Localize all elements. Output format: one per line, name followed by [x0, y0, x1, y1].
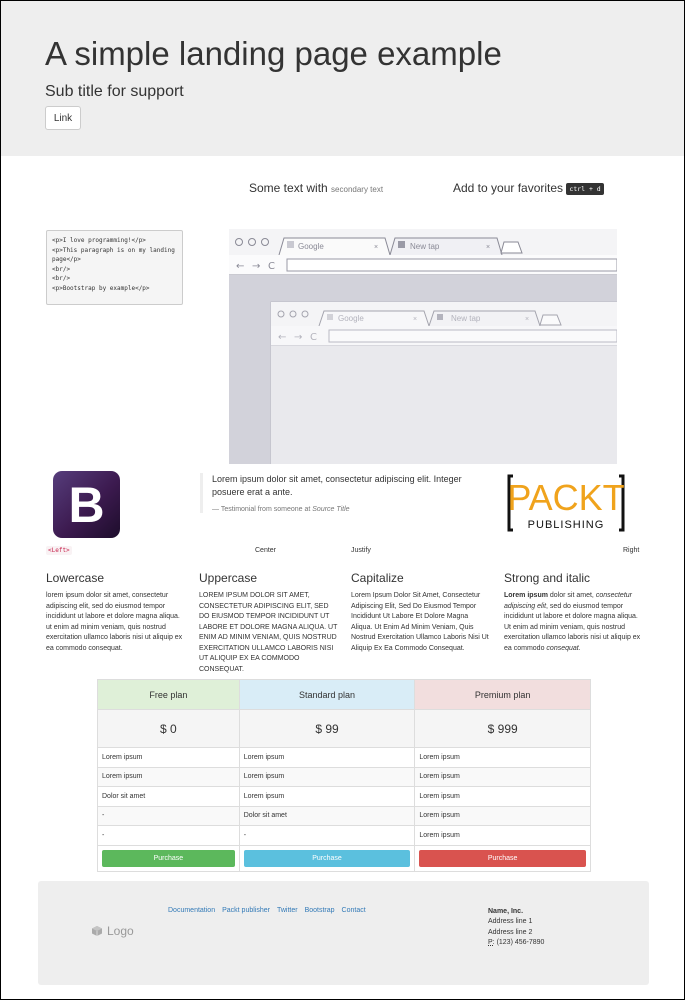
column-lowercase — [46, 571, 186, 654]
address-line-1: Address line 1 — [488, 918, 533, 926]
footer-logo-text: Logo — [107, 924, 134, 938]
bootstrap-logo — [53, 471, 120, 538]
page-title: A simple landing page example — [45, 35, 502, 72]
feature-cell: Lorem ipsum — [239, 787, 415, 807]
feature-cell: Lorem ipsum — [98, 767, 240, 787]
plan-name-premium: Premium plan — [415, 680, 591, 710]
plan-price: $ 999 — [415, 710, 591, 748]
testimonial-blockquote — [200, 473, 480, 513]
footer-link-twitter[interactable]: Twitter — [276, 907, 298, 914]
phone-abbr: P: — [488, 938, 495, 946]
phone-number: (123) 456-7890 — [494, 938, 545, 946]
table-row — [98, 748, 591, 768]
align-left-code: <Left> — [48, 547, 70, 554]
align-justify: Justify — [351, 547, 371, 554]
column-heading: Strong and italic — [504, 571, 591, 585]
feature-cell: - — [98, 826, 240, 846]
page-subtitle: Sub title for support — [45, 83, 184, 100]
purchase-standard-button[interactable]: Purchase — [244, 850, 411, 867]
outer-tab-new: New tap — [410, 242, 440, 251]
column-capitalize — [351, 571, 491, 654]
align-right: Right — [623, 547, 640, 554]
footer-logo[interactable] — [91, 924, 134, 938]
column-text: LOREM IPSUM DOLOR SIT AMET, CONSECTETUR ADIPISCING ELIT, SED DO EIUSMOD TEMPOR INCIDIDUNT UT LABORE ET DOLORE MAGNA ALIQUA. UT ENIM AD MINIM VENIAM, QUIS NOSTRUD EXERCITATION ULLAMCO LABORIS NISI UT ALIQUIP EX EA COMMODO CONSEQUAT. — [199, 592, 338, 673]
pricing-header-row — [98, 680, 591, 710]
packt-logo — [507, 474, 625, 532]
svg-text:×: × — [525, 316, 530, 323]
svg-text:×: × — [413, 316, 418, 323]
bootstrap-logo-letter: B — [68, 476, 105, 533]
column-text-part: , sed do eiusmod tempor incididunt ut labore et dolore magna aliqua. Ut enim ad minim veniam, quis nostrud exercitation ullamco laboris nisi ut aliquip ex ea commodo — [504, 602, 641, 652]
feature-cell: Lorem ipsum — [415, 806, 591, 826]
svg-text:C: C — [310, 332, 317, 343]
svg-text:→: → — [294, 332, 303, 343]
pricing-button-row — [98, 845, 591, 871]
company-name: Name, Inc. — [488, 908, 524, 915]
column-strong: Lorem ipsum — [504, 592, 548, 599]
plan-price: $ 0 — [98, 710, 240, 748]
testimonial-footer-prefix: — Testimonial from someone at — [212, 506, 311, 513]
pricing-table — [97, 679, 591, 872]
column-heading: Lowercase — [46, 571, 105, 585]
column-heading: Uppercase — [199, 571, 258, 585]
inner-tab-google: Google — [338, 314, 364, 323]
feature-cell: Lorem ipsum — [415, 826, 591, 846]
svg-text:×: × — [486, 244, 491, 251]
column-uppercase — [199, 571, 339, 675]
footer-link-documentation[interactable]: Documentation — [168, 907, 216, 914]
feature-cell: Lorem ipsum — [415, 748, 591, 768]
packt-sub-text: PUBLISHING — [527, 519, 605, 531]
testimonial-footer — [212, 506, 480, 513]
cube-icon — [91, 925, 103, 937]
feature-cell: Lorem ipsum — [415, 787, 591, 807]
link-button[interactable]: Link — [45, 106, 81, 130]
code-block: <p>I love programming!</p> <p>This paragraph is on my landing page</p> <br/> <br/> <p>Bootstrap by example</p> — [46, 230, 183, 305]
pricing-price-row — [98, 710, 591, 748]
align-left — [46, 547, 72, 554]
favorites-text: Add to your favorites — [453, 181, 564, 195]
feature-cell: Dolor sit amet — [239, 806, 415, 826]
feature-cell: - — [239, 826, 415, 846]
column-text: lorem ipsum dolor sit amet, consectetur adipiscing elit, sed do eiusmod tempor incididunt ut labore et dolore magna aliqua. ut enim ad minim veniam, quis nostrud exercitation ullamco laboris nisi ut aliquip ex ea commodo consequat. — [46, 592, 183, 652]
column-heading: Capitalize — [351, 571, 404, 585]
column-text: Lorem Ipsum Dolor Sit Amet, Consectetur Adipiscing Elit, Sed Do Eiusmod Tempor Incididunt Ut Labore Et Dolore Magna Aliqua. Ut Enim Ad Minim Veniam, Quis Nostrud Exercitation Ullamco Laboris Nisi Ut Aliquip Ex Ea Commodo Consequat. — [351, 592, 489, 652]
footer-link-bootstrap[interactable]: Bootstrap — [304, 907, 335, 914]
packt-brand-text: PACKT — [507, 477, 625, 518]
align-center: Center — [255, 547, 277, 554]
svg-text:←: ← — [278, 332, 287, 343]
secondary-text-line — [249, 181, 383, 195]
column-strong-italic — [504, 571, 644, 654]
svg-text:×: × — [374, 244, 379, 251]
table-row — [98, 767, 591, 787]
svg-text:C: C — [268, 261, 275, 272]
column-text-part: dolor sit amet, — [547, 592, 596, 599]
secondary-line-small: secondary text — [331, 185, 384, 194]
purchase-free-button[interactable]: Purchase — [102, 850, 235, 867]
testimonial-source: Source Title — [312, 506, 350, 513]
footer-address — [488, 907, 544, 948]
table-row — [98, 826, 591, 846]
column-em: consectetur adipiscing elit — [504, 592, 632, 610]
outer-tab-google: Google — [298, 242, 324, 251]
svg-text:→: → — [252, 261, 261, 272]
browser-illustration — [229, 229, 617, 464]
column-text — [504, 591, 644, 654]
footer-link-packt[interactable]: Packt publisher — [222, 907, 270, 914]
address-line-2: Address line 2 — [488, 928, 533, 936]
secondary-line-main: Some text with — [249, 181, 328, 195]
footer-links — [168, 907, 373, 914]
plan-name-standard: Standard plan — [239, 680, 415, 710]
favorites-line — [453, 181, 604, 195]
table-row — [98, 787, 591, 807]
purchase-premium-button[interactable]: Purchase — [419, 850, 586, 867]
inner-tab-new: New tap — [451, 314, 481, 323]
feature-cell: Lorem ipsum — [239, 767, 415, 787]
svg-text:←: ← — [236, 261, 245, 272]
column-em: consequat. — [546, 644, 581, 652]
feature-cell: Lorem ipsum — [415, 767, 591, 787]
feature-cell: Lorem ipsum — [239, 748, 415, 768]
feature-cell: - — [98, 806, 240, 826]
feature-cell: Dolor sit amet — [98, 787, 240, 807]
table-row — [98, 806, 591, 826]
plan-price: $ 99 — [239, 710, 415, 748]
feature-cell: Lorem ipsum — [98, 748, 240, 768]
keyboard-shortcut: ctrl + d — [566, 183, 603, 195]
footer-link-contact[interactable]: Contact — [341, 907, 366, 914]
testimonial-text: Lorem ipsum dolor sit amet, consectetur adipiscing elit. Integer posuere erat a ante. — [212, 474, 462, 497]
plan-name-free: Free plan — [98, 680, 240, 710]
jumbotron — [1, 1, 684, 156]
